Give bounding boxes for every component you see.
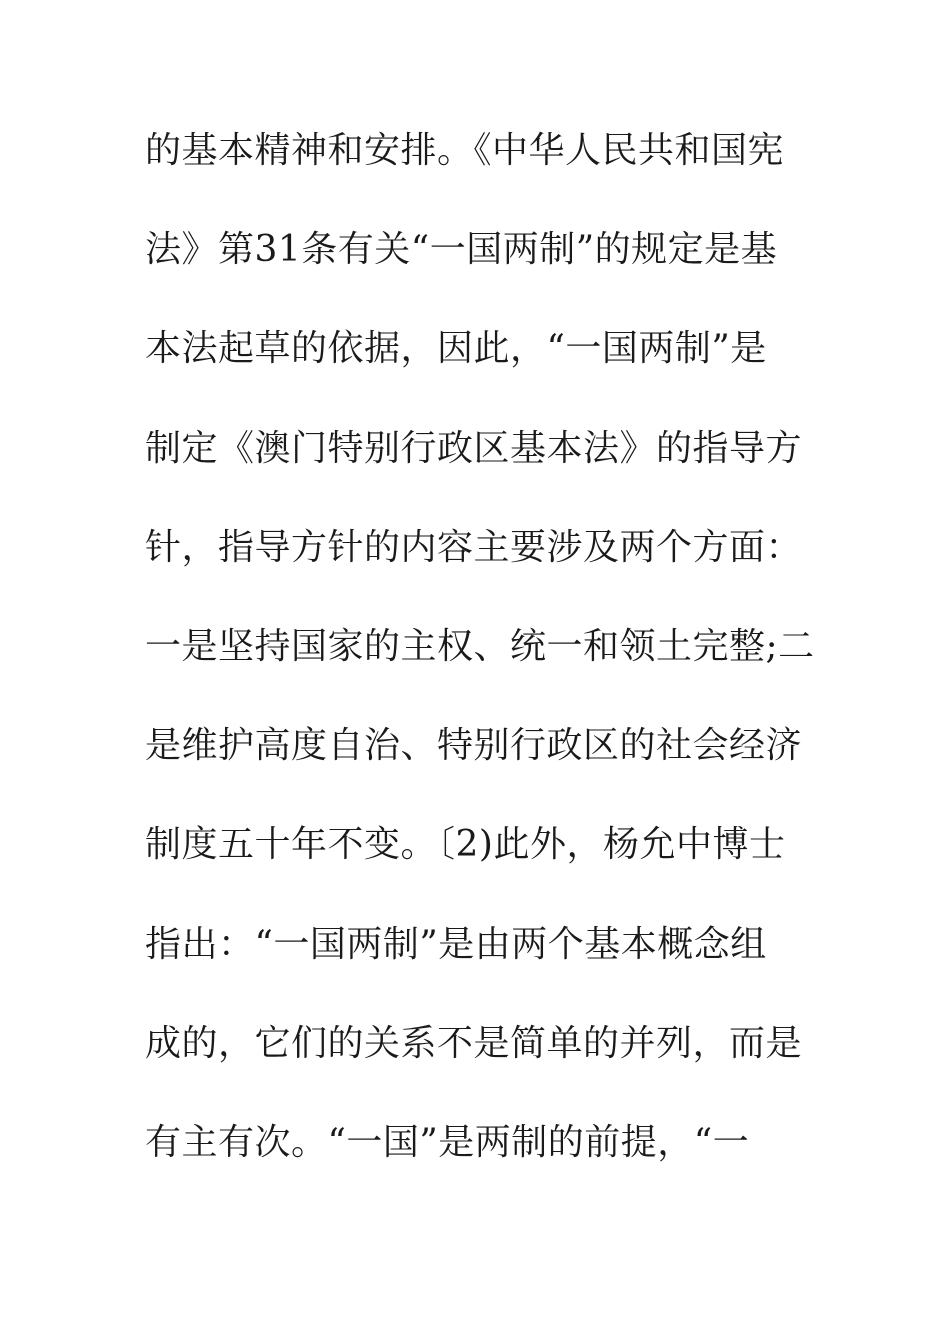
text-line: 指出：“一国两制”是由两个基本概念组	[145, 923, 767, 965]
text-line: 法》第31条有关“一国两制”的规定是基	[145, 229, 778, 271]
text-line: 成的，它们的关系不是简单的并列，而是	[145, 1022, 803, 1064]
text-line: 有主有次。“一国”是两制的前提，“一	[145, 1121, 750, 1163]
text-line: 是维护高度自治、特别行政区的社会经济	[145, 725, 803, 767]
text-line: 的基本精神和安排。《中华人民共和国宪	[145, 130, 785, 171]
text-line: 制定《澳门特别行政区基本法》的指导方	[145, 427, 803, 469]
text-line: 一是坚持国家的主权、统一和领土完整;二	[145, 625, 815, 667]
text-line: 制度五十年不变。〔2)此外，杨允中博士	[145, 824, 786, 866]
body-text	[145, 118, 825, 1209]
text-line: 本法起草的依据，因此，“一国两制”是	[145, 328, 767, 370]
text-line: 针，指导方针的内容主要涉及两个方面：	[145, 526, 803, 568]
